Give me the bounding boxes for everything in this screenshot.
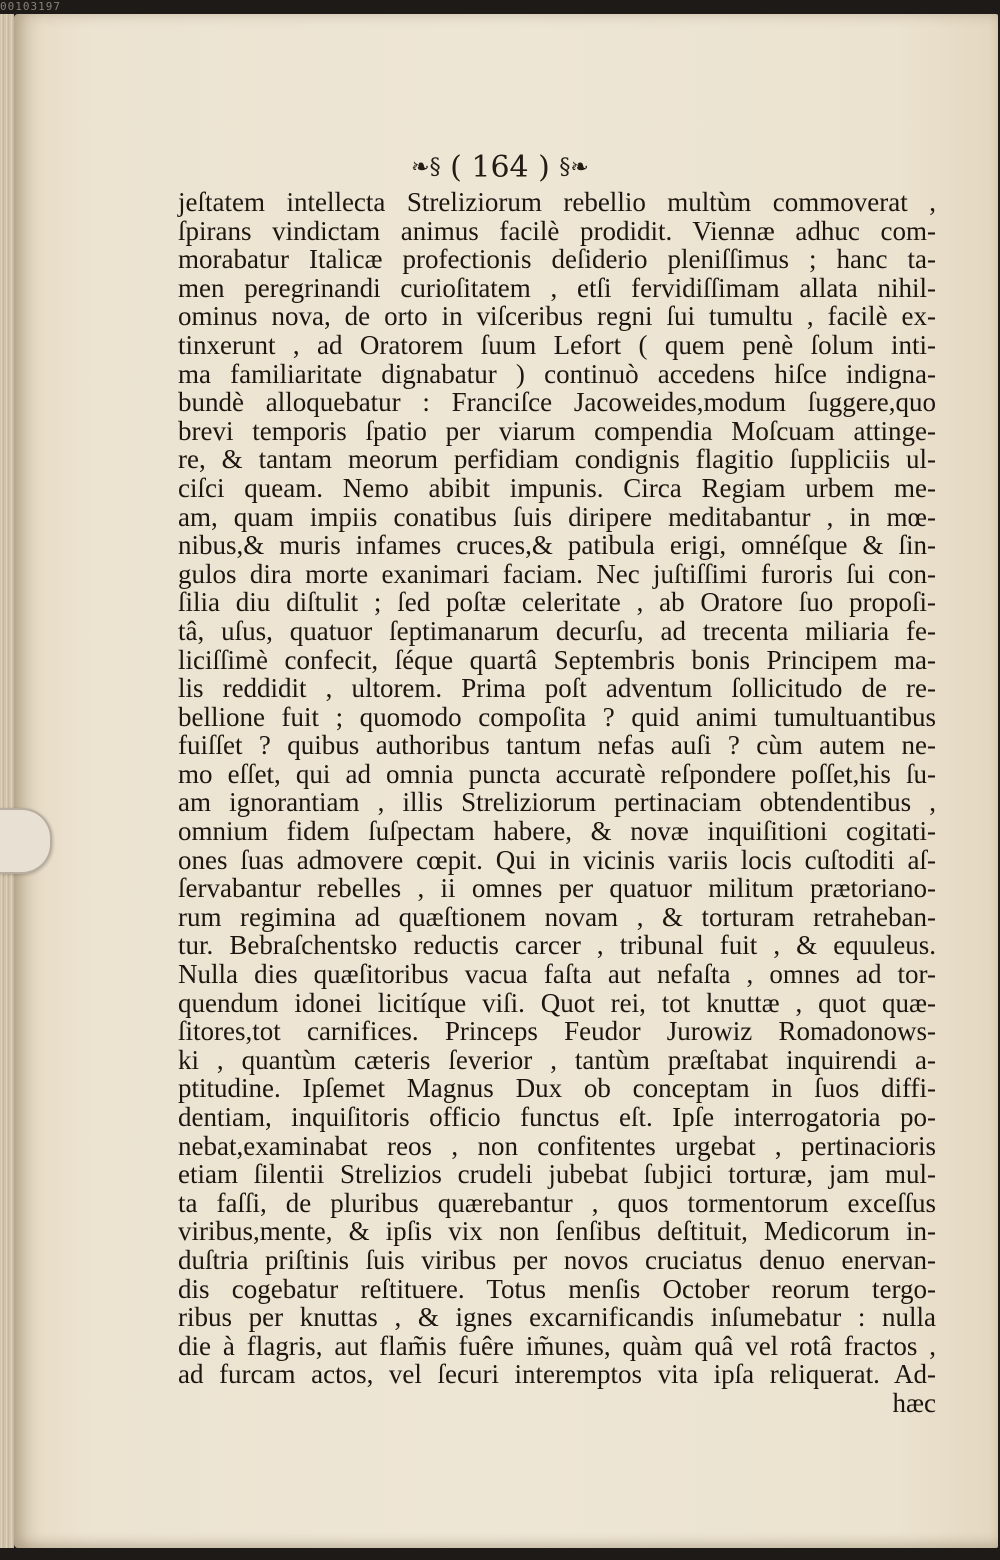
text-line: viribus,mente, & ipſis vix non ſenſibus deſtituit, Medicorum in- bbox=[178, 1216, 936, 1247]
text-line: omnium fidem ſuſpectam habere, & novæ inquiſitioni cogitati- bbox=[178, 816, 936, 847]
text-line: ominus nova, de orto in viſceribus regni ſui tumultu , facilè ex- bbox=[178, 301, 936, 332]
page-header bbox=[0, 148, 1000, 188]
text-line: tinxerunt , ad Oratorem ſuum Lefort ( quem penè ſolum inti- bbox=[178, 329, 936, 360]
text-line: ta faſſi, de pluribus quærebantur , quos tormentorum exceſſus bbox=[178, 1187, 936, 1218]
text-line: ſitores,tot carnifices. Princeps Feudor Jurowiz Romadonows- bbox=[178, 1016, 936, 1047]
text-line: tur. Bebraſchentsko reductis carcer , tribunal fuit , & equuleus. bbox=[178, 930, 936, 961]
text-line: ciſci queam. Nemo abibit impunis. Circa Regiam urbem me- bbox=[178, 472, 936, 503]
text-line: tâ, uſus, quatuor ſeptimanarum decurſu, ad trecenta miliaria fe- bbox=[178, 615, 936, 646]
text-line: bundè alloquebatur : Franciſce Jacoweides,modum ſuggere,quo bbox=[178, 387, 936, 418]
catchword: hæc bbox=[892, 1387, 936, 1418]
text-line: etiam ſilentii Strelizios crudeli jubebat ſubjici torturæ, jam mul- bbox=[178, 1159, 936, 1190]
text-line: ribus per knuttas , & ignes excarnificandis inſumebatur : nulla bbox=[178, 1302, 936, 1333]
text-line: men peregrinandi curioſitatem , etſi fervidiſſimam allata nihil- bbox=[178, 272, 936, 303]
text-line: ſervabantur rebelles , ii omnes per quatuor militum prætoriano- bbox=[178, 873, 936, 904]
text-line: jeſtatem intellecta Streliziorum rebellio multùm commoverat , bbox=[178, 187, 936, 217]
text-line: fuiſſet ? quibus authoribus tantum nefas auſi ? cùm autem ne- bbox=[178, 730, 936, 761]
text-line: bellione fuit ; quomodo compoſita ? quid animi tumultuantibus bbox=[178, 701, 936, 732]
text-line: mo eſſet, qui ad omnia puncta accuratè reſpondere poſſet,his ſu- bbox=[178, 758, 936, 789]
text-line: rum regimina ad quæſtionem novam , & torturam retraheban- bbox=[178, 901, 936, 932]
text-line: dentiam, inquiſitoris officio functus eſt. Ipſe interrogatoria po- bbox=[178, 1102, 936, 1132]
text-line: re, & tantam meorum perfidiam condignis flagitio ſuppliciis ul- bbox=[178, 444, 936, 475]
text-line: ptitudine. Ipſemet Magnus Dux ob conceptam in ſuos diffi- bbox=[178, 1073, 936, 1104]
text-line: am, quam impiis conatibus ſuis diripere meditabantur , in mœ- bbox=[178, 501, 936, 532]
text-line: nibus,& muris infames cruces,& patibula erigi, omnéſque & ſin- bbox=[178, 530, 936, 561]
right-ornament: §❧ bbox=[559, 155, 589, 180]
text-line: gulos dira morte exanimari faciam. Nec juſtiſſimi furoris ſui con- bbox=[178, 558, 936, 589]
text-line: quendum idonei licitíque viſi. Quot rei, tot knuttæ , quot quæ- bbox=[178, 987, 936, 1018]
page-number: ( 164 ) bbox=[450, 150, 550, 185]
left-ornament: ❧§ bbox=[411, 155, 441, 180]
page-edge bbox=[0, 14, 14, 1548]
text-line: ſilia diu diſtulit ; ſed poſtæ celeritate , ab Oratore ſuo propoſi- bbox=[178, 587, 936, 618]
text-line: die à flagris, aut flam̃is fuêre im̃unes, quàm quâ vel rotâ fractos , bbox=[178, 1330, 936, 1361]
page-clip-tab bbox=[0, 808, 52, 874]
text-line: ki , quantùm cæteris ſeverior , tantùm præſtabat inquirendi a- bbox=[178, 1044, 936, 1075]
text-line: ſpirans vindictam animus facilè prodidit. Viennæ adhuc com- bbox=[178, 215, 936, 246]
text-line: dis cogebatur reſtituere. Totus menſis October reorum tergo- bbox=[178, 1273, 936, 1304]
text-line: am ignorantiam , illis Streliziorum pertinaciam obtendentibus , bbox=[178, 787, 936, 818]
scan-id-label: 00103197 bbox=[0, 0, 61, 13]
text-line: duſtria priſtinis ſuis viribus per novos cruciatus denuo enervan- bbox=[178, 1244, 936, 1275]
text-line: nebat,examinabat reos , non confitentes urgebat , pertinacioris bbox=[178, 1130, 936, 1161]
text-line: morabatur Italicæ profectionis deſiderio pleniſſimus ; hanc ta- bbox=[178, 244, 936, 275]
text-line: ones ſuas admovere cœpit. Qui in vicinis variis locis cuſtoditi aſ- bbox=[178, 844, 936, 875]
text-line: brevi temporis ſpatio per viarum compendia Moſcuam attinge- bbox=[178, 415, 936, 446]
text-line: ad furcam actos, vel ſecuri interemptos vita ipſa reliquerat. Ad- bbox=[178, 1359, 936, 1390]
body-text bbox=[178, 188, 936, 1418]
text-line: ma familiaritate dignabatur ) continuò accedens hiſce indigna- bbox=[178, 358, 936, 389]
text-line: liciſſimè confecit, ſéque quartâ Septembris bonis Principem ma- bbox=[178, 644, 936, 675]
text-line: Nulla dies quæſitoribus vacua faſta aut nefaſta , omnes ad tor- bbox=[178, 959, 936, 990]
text-line: lis reddidit , ultorem. Prima poſt adventum ſollicitudo de re- bbox=[178, 673, 936, 704]
